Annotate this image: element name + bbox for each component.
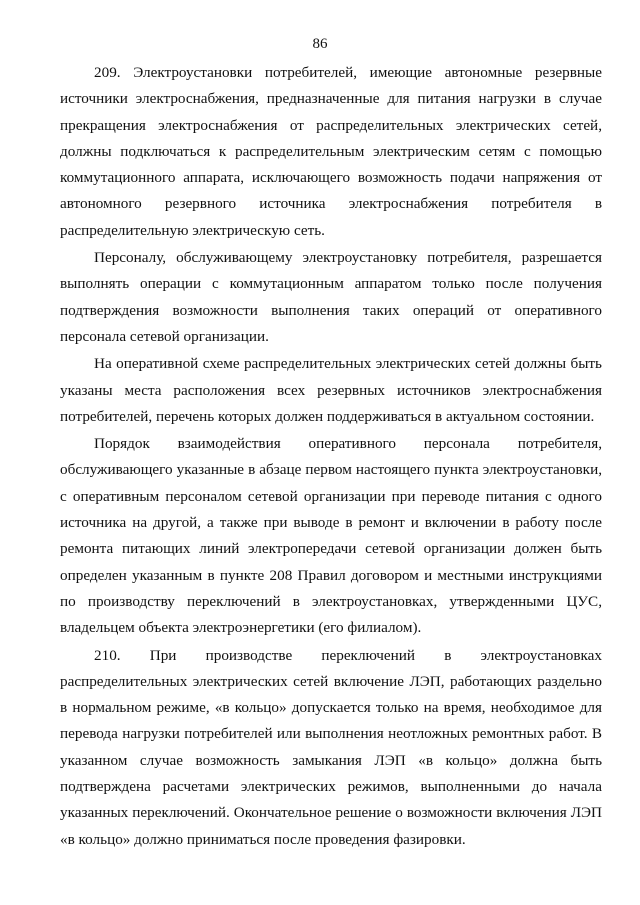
document-body	[60, 60, 602, 854]
page-number: 86	[312, 36, 328, 52]
paragraph-210: 210. При производстве переключений в электроустановках распределительных электрических сетей включение ЛЭП, работающих раздельно в нормальном режиме, «в кольцо» допускается только на время, необходимое для перевода нагрузки потребителей или выполнения неотложных ремонтных работ. В указанном случае возможность замыкания ЛЭП «в кольцо» должна быть подтверждена расчетами электрических режимов, выполненными до начала указанных переключений. Окончательное решение о возможности включения ЛЭП «в кольцо» должно приниматься после проведения фазировки.	[60, 646, 602, 848]
paragraph-operational-scheme: На оперативной схеме распределительных электрических сетей должны быть указаны места расположения всех резервных источников электроснабжения потребителей, перечень которых должен поддерживаться в актуальном состоянии.	[60, 355, 602, 425]
paragraph-personnel-permission: Персоналу, обслуживающему электроустановку потребителя, разрешается выполнять операции с коммутационным аппаратом только после получения подтверждения возможности выполнения таких операций от оперативного персонала сетевой организации.	[60, 249, 602, 345]
paragraph-209: 209. Электроустановки потребителей, имеющие автономные резервные источники электроснабжения, предназначенные для питания нагрузки в случае прекращения электроснабжения от распределительных электрических сетей, должны подключаться к распределительным электрическим сетям с помощью коммутационного аппарата, исключающего возможность подачи напряжения от автономного резервного источника электроснабжения потребителя в распределительную электрическую сеть.	[60, 64, 602, 239]
paragraph-interaction-order: Порядок взаимодействия оперативного персонала потребителя, обслуживающего указанные в абзаце первом настоящего пункта электроустановки, с оперативным персоналом сетевой организации при переводе питания с одного источника на другой, а также при выводе в ремонт и включении в работу после ремонта питающих линий электропередачи сетевой организации должен быть определен указанным в пункте 208 Правил договором и местными инструкциями по производству переключений в электроустановках, утвержденными ЦУС, владельцем объекта электроэнергетики (его филиалом).	[60, 435, 602, 637]
